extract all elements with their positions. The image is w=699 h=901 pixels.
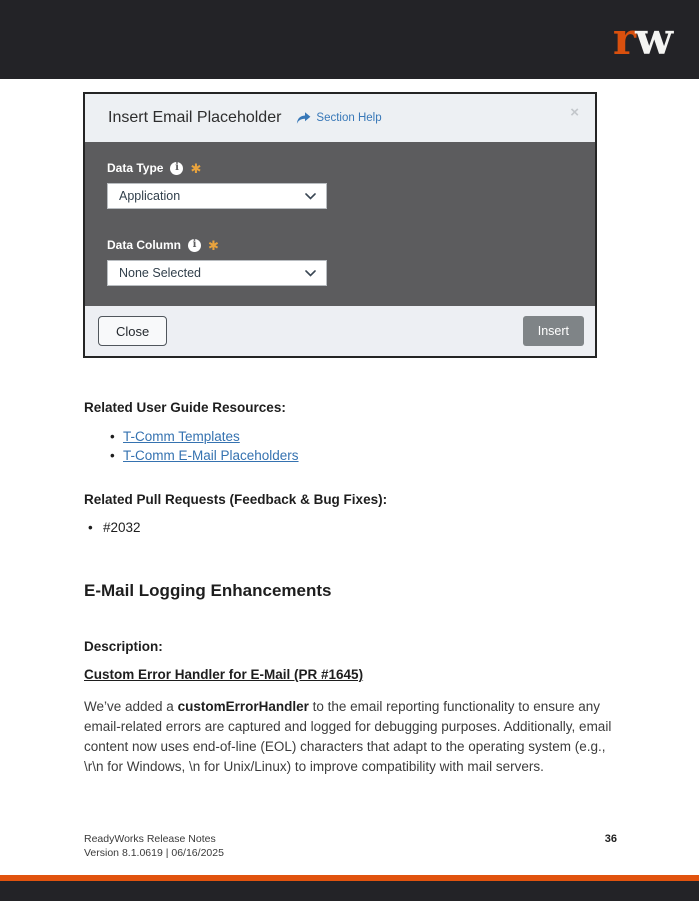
data-type-label: Data Type	[107, 161, 164, 175]
insert-email-placeholder-modal	[83, 92, 597, 358]
list-item	[84, 428, 620, 447]
data-column-label-row	[107, 238, 571, 252]
data-column-field-group	[107, 238, 571, 286]
data-type-field-group	[107, 161, 571, 209]
pr-list-item: • #2032	[84, 520, 620, 535]
list-item	[84, 447, 620, 466]
guide-links-list	[84, 428, 620, 465]
readyworks-logo	[612, 13, 672, 65]
chevron-down-icon	[305, 270, 316, 277]
modal-footer	[85, 306, 595, 356]
paragraph-bold-term: customErrorHandler	[177, 699, 309, 714]
data-column-selected-value: None Selected	[119, 266, 202, 280]
section-title: E-Mail Logging Enhancements	[84, 581, 332, 600]
guide-link-tcomm-templates[interactable]: T-Comm Templates	[123, 429, 240, 444]
insert-button[interactable]: Insert	[523, 316, 584, 346]
required-asterisk-icon: ✱	[208, 237, 219, 253]
info-icon[interactable]: i	[188, 239, 201, 252]
description-paragraph	[84, 697, 620, 777]
required-asterisk-icon: ✱	[190, 160, 202, 176]
description-label: Description:	[84, 639, 163, 654]
chevron-down-icon	[305, 193, 316, 200]
footer-version-line: Version 8.1.0619 | 06/16/2025	[84, 847, 224, 859]
section-help-label: Section Help	[316, 112, 382, 124]
related-guides-heading: Related User Guide Resources:	[84, 400, 286, 415]
document-body	[84, 400, 620, 777]
logo-letter-w: w	[635, 13, 672, 65]
page-number: 36	[604, 833, 617, 845]
bottom-dark-bar	[0, 881, 699, 901]
data-column-select[interactable]	[107, 260, 327, 286]
paragraph-text: We’ve added a	[84, 699, 178, 714]
guide-link-tcomm-email-placeholders[interactable]: T-Comm E-Mail Placeholders	[123, 447, 299, 463]
section-help-link[interactable]	[296, 112, 381, 124]
section-help-arrow-icon	[296, 112, 311, 124]
modal-header	[85, 94, 595, 142]
subsection-heading: Custom Error Handler for E-Mail (PR #1645)	[84, 667, 364, 682]
data-type-select[interactable]	[107, 183, 327, 209]
close-button[interactable]: Close	[98, 316, 167, 346]
data-column-label: Data Column	[107, 238, 182, 252]
data-type-label-row	[107, 161, 571, 175]
related-prs-heading: Related Pull Requests (Feedback & Bug Fixes):	[84, 492, 388, 507]
paragraph-text: to the email reporting functionality to ensure any email-related errors are captured and logged for debugging purposes. Additionally, email content now uses end-of-line (EOL) characters that adapt to the operating system (e.g., \r\n for Windows, \n for Unix/Linux) to improve compatibility with mail servers.	[84, 699, 612, 774]
top-brand-bar	[0, 0, 699, 79]
modal-body	[85, 142, 595, 306]
info-icon[interactable]: i	[170, 162, 183, 175]
modal-title: Insert Email Placeholder	[108, 109, 282, 126]
close-icon[interactable]: ×	[570, 104, 579, 121]
logo-letter-r: r	[612, 13, 636, 65]
page-footer-info	[84, 832, 224, 860]
footer-document-title: ReadyWorks Release Notes	[84, 833, 216, 845]
data-type-selected-value: Application	[119, 189, 181, 203]
